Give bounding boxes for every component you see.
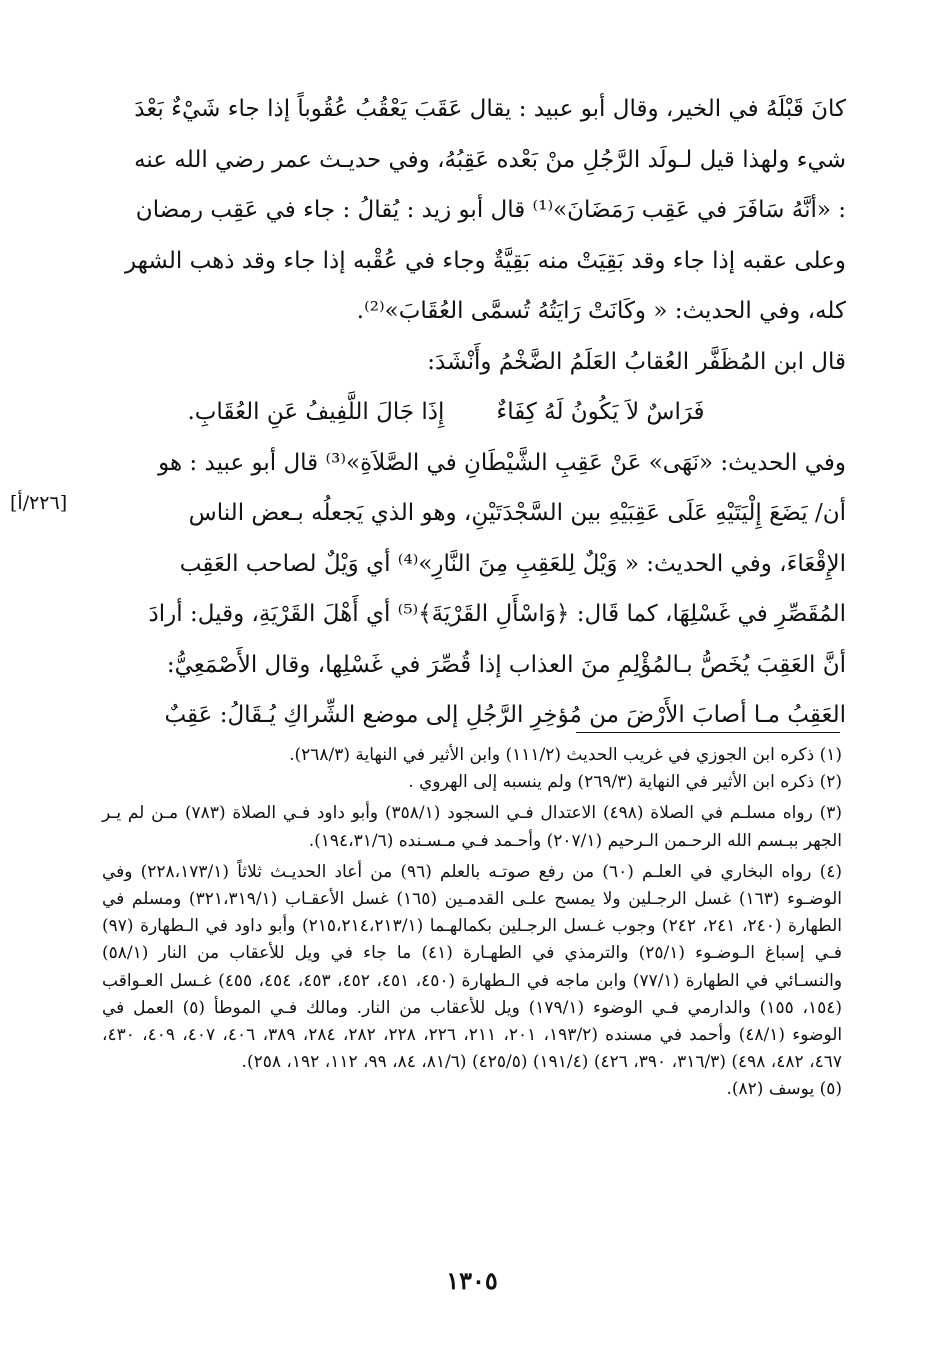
- text-line: قال ابن المُظَفَّر العُقابُ العَلَمُ الضَّخْمُ وأَنْشَدَ:: [427, 348, 846, 375]
- verse-first-hemistich: فَرَاسٌ لاَ يَكُونُ لَهُ كِفَاءٌ: [496, 399, 705, 425]
- text-line: أنَّ العَقِبَ يُخَصُّ بـالمُؤْلِمِ منَ العذاب إذا قُصِّرَ في غَسْلِها، وقال الأَصْمَعِيُّ:: [166, 651, 846, 678]
- poetry-verse: [106, 387, 846, 438]
- footnote-1: (١) ذكره ابن الجوزي في غريب الحديث (١١١/٢) وابن الأثير في النهاية (٢٦٨/٣).: [289, 745, 842, 765]
- text-line: أن/ يَضَعَ إِلْيَتَيْهِ عَلَى عَقِبَيْهِ بين السَّجْدَتَيْنِ، وهو الذي يَجعلُه بـعض الناس: [188, 500, 846, 526]
- text-line: العَقِبُ مـا أصابَ الأَرْضَ من مُؤخِرِ الرَّجُلِ إلى موضع الشِّراكِ يُـقَالُ: عَقِبٌ: [164, 702, 846, 728]
- page-number: ١٣٠٥: [446, 1266, 498, 1295]
- footnotes: [102, 742, 842, 1104]
- text-line: شيء ولهذا قيل لـولَد الرَّجُلِ منْ بَعْده عَقِبُهُ، وفي حديـث عمر رضي الله عنه: [134, 146, 846, 173]
- verse-second-hemistich: إِذَا جَالَ اللَّفِيفُ عَنِ العُقَابِ.: [187, 399, 445, 425]
- text-line: وفي الحديث: «نَهَى» عَنْ عَقِبِ الشَّيْطَانِ في الصَّلاَةِ»⁽³⁾ قال أبو عبيد : هو: [158, 449, 846, 476]
- text-line: كله، وفي الحديث: « وكَانَتْ رَايَتُهُ تُسمَّى العُقَابَ»⁽²⁾.: [356, 298, 846, 324]
- text-line: المُقَصِّرِ في غَسْلِهَا، كما قَال: ﴿وَاسْأَلِ القَرْيَةَ﴾⁽⁵⁾ أي أَهْلَ القَرْيَةِ، وقيل: أرادَ: [148, 601, 846, 627]
- footnote-3: (٣) رواه مسلـم في الصلاة (٤٩٨) الاعتدال فـي السجود (٣٥٨/١) وأبو داود فـي الصلاة (٧٨٣) مـن لم يـر الجهر ببـسم الله الرحـمن الـرحيم (٢٠٧/١) وأحـمد فـي مـسـنده (١٩٤،٣١/٦).: [102, 803, 842, 851]
- footnote-4: (٤) رواه البخاري في العلـم (٦٠) من رفع صوتـه بالعلم (٩٦) من أعاد الحديـث ثلاثاً (٢٢٨،١٧٣/١) وفي الوضـوء (١٦٣) غسل الرجـلين ولا يمسح علـى القدمـين (١٦٥) غسل الأعقـاب (٣٢١،٣١٩/١) ومسلم في الطهارة (٢٤٠، ٢٤١، ٢٤٢) وجوب غـسل الرجـلين بكمالهـما (٢١٥،٢١٤،٢١٣/١) وأبو داود في الـطهارة (٩٧) فـي إسباغ الـوضـوء (٢٥/١) والترمذي في الطهـارة (٤١) ما جاء في ويل للأعقاب من النار (٥٨/١) والنسـائي في الطهارة (٧٧/١) وابن ماجه في الـطهارة (٤٥٠، ٤٥١، ٤٥٢، ٤٥٣، ٤٥٤، ٤٥٥) غـسل العـواقب (١٥٤، ١٥٥) والدارمي فـي الوضوء (١٧٩/١) ويل للأعقاب من النار. ومالك فـي الموطأ (٥) العمل في الوضوء (٤٨/١) وأحمد في مسنده (١٩٣/٢، ٢٠١، ٢١١، ٢٢٦، ٢٢٨، ٢٨٢، ٢٨٤، ٣٨٩، ٤٠٦، ٤٠٧، ٤٠٩، ٤٣٠، ٤٦٧، ٤٨٢، ٤٩٨) (٣١٦/٣، ٣٩٠، ٤٢٦) (١٩١/٤) (٤٢٥/٥) (٨١/٦، ٨٤، ٩٩، ١١٢، ١٩٢، ٢٥٨).: [102, 861, 843, 1073]
- text-line: الإِقْعَاءَ، وفي الحديث: « وَيْلٌ لِلعَقِبِ مِنَ النَّارِ»⁽⁴⁾ أي وَيْلٌ لصاحب العَقِب: [179, 550, 846, 577]
- manuscript-folio-reference: [٢٢٦/أ]: [10, 492, 68, 514]
- main-text: [106, 84, 846, 741]
- text-line: : «أنَّهُ سَافَرَ في عَقِب رَمَضَانَ»⁽¹⁾ قال أبو زيد : يُقالُ : جاء في عَقِب رمضان: [135, 197, 846, 223]
- footnote-2: (٢) ذكره ابن الأثير في النهاية (٢٦٩/٣) ولم ينسبه إلى الهروي .: [408, 772, 842, 793]
- footnote-5: (٥) يوسف (٨٢).: [726, 1079, 842, 1100]
- text-line: وعلى عقبه إذا جاء وقد بَقِيَتْ منه بَقِيَّةٌ وجاء في عُقْبه إذا جاء وقد ذهب الشهر: [125, 247, 846, 274]
- footnote-separator: [576, 732, 840, 733]
- text-line: كانَ قَبْلَهُ في الخير، وقال أبو عبيد : يقال عَقَبَ يَعْقُبُ عُقُوباً إذا جاء شَيْءٌ بَعْدَ: [134, 96, 846, 122]
